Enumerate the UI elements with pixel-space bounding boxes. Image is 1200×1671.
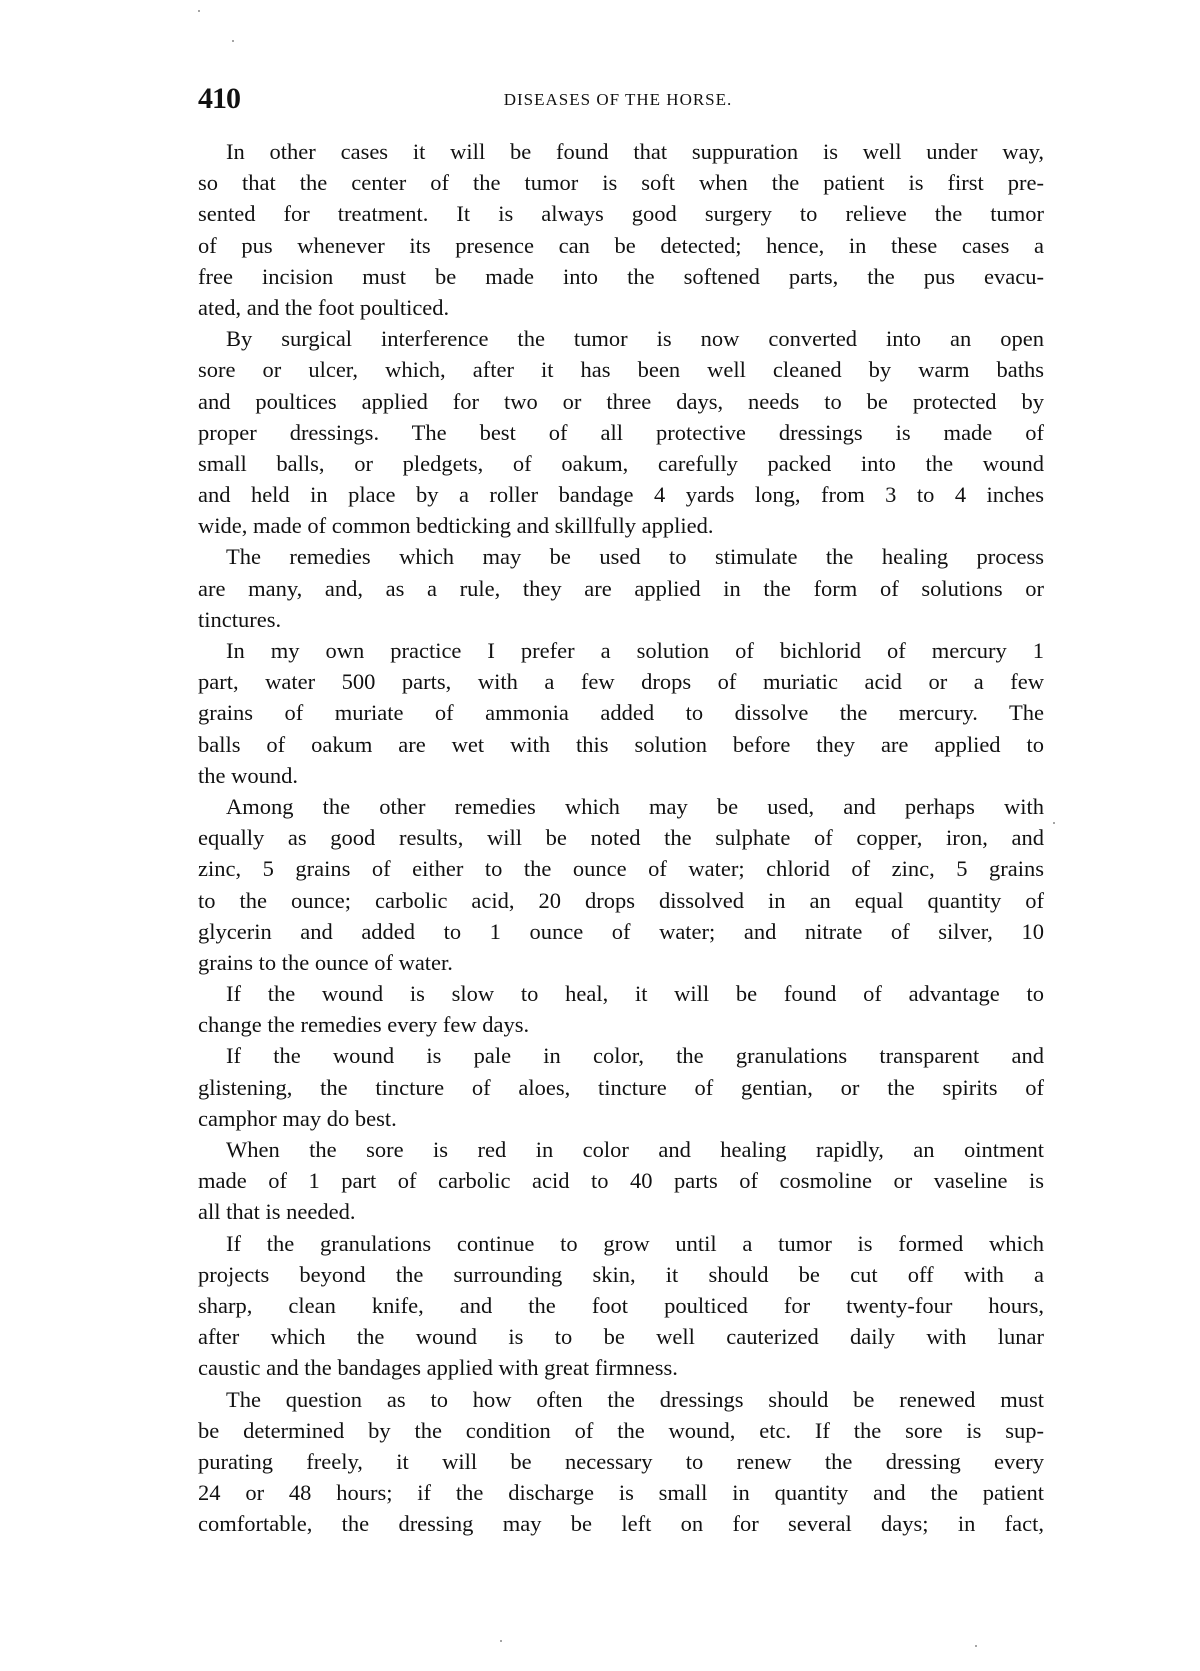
text-line: By surgical interference the tumor is now converted into an open bbox=[226, 326, 1044, 352]
text-line: purating freely, it will be necessary to renew the dressing every bbox=[198, 1448, 1044, 1474]
text-line: comfortable, the dressing may be left on for several days; in fact, bbox=[198, 1511, 1044, 1537]
text-line: sharp, clean knife, and the foot poulticed for twenty-four hours, bbox=[198, 1292, 1044, 1318]
text-line: of pus whenever its presence can be detected; hence, in these cases a bbox=[198, 232, 1044, 258]
text-line: tinctures. bbox=[198, 606, 282, 632]
text-line: after which the wound is to be well cauterized daily with lunar bbox=[198, 1324, 1044, 1350]
paragraph-slow-to-heal bbox=[198, 978, 1044, 1040]
paragraph-granulations bbox=[198, 1228, 1044, 1384]
text-line: In other cases it will be found that suppuration is well under way, bbox=[226, 139, 1044, 164]
text-line: and held in place by a roller bandage 4 yards long, from 3 to 4 inches bbox=[198, 482, 1044, 508]
text-line: sore or ulcer, which, after it has been well cleaned by warm baths bbox=[198, 357, 1044, 383]
text-line: part, water 500 parts, with a few drops of muriatic acid or a few bbox=[198, 669, 1044, 695]
text-line: If the granulations continue to grow until a tumor is formed which bbox=[226, 1230, 1044, 1256]
paragraph-own-practice bbox=[198, 635, 1044, 791]
paragraph-surgical-interference bbox=[198, 323, 1044, 541]
text-line: grains of muriate of ammonia added to dissolve the mercury. The bbox=[198, 700, 1044, 726]
text-line: to the ounce; carbolic acid, 20 drops dissolved in an equal quantity of bbox=[198, 887, 1044, 913]
text-line: glycerin and added to 1 ounce of water; and nitrate of silver, 10 bbox=[198, 918, 1044, 944]
text-line: When the sore is red in color and healing rapidly, an ointment bbox=[226, 1137, 1044, 1162]
text-line: The remedies which may be used to stimulate the healing process bbox=[226, 544, 1044, 570]
text-line: balls of oakum are wet with this solution before they are applied to bbox=[198, 731, 1044, 757]
text-line: The question as to how often the dressings should be renewed must bbox=[226, 1386, 1044, 1412]
running-title: DISEASES OF THE HORSE. bbox=[503, 90, 733, 109]
text-line: In my own practice I prefer a solution of bichlorid of mercury 1 bbox=[226, 638, 1044, 663]
paragraph-dressing-renewal bbox=[198, 1384, 1044, 1540]
text-line: glistening, the tincture of aloes, tincture of gentian, or the spirits of bbox=[198, 1074, 1044, 1100]
text-line: change the remedies every few days. bbox=[198, 1012, 530, 1038]
text-line: the wound. bbox=[198, 762, 298, 788]
text-line: projects beyond the surrounding skin, it should be cut off with a bbox=[198, 1261, 1044, 1287]
text-line: made of 1 part of carbolic acid to 40 parts of cosmoline or vaseline is bbox=[198, 1168, 1044, 1194]
scan-speck bbox=[232, 40, 234, 42]
text-line: 24 or 48 hours; if the discharge is small in quantity and the patient bbox=[198, 1480, 1044, 1506]
text-line: so that the center of the tumor is soft when the patient is first pre- bbox=[198, 170, 1044, 196]
scan-speck bbox=[500, 1640, 502, 1642]
text-line: are many, and, as a rule, they are applied in the form of solutions or bbox=[198, 575, 1044, 601]
text-line: equally as good results, will be noted the sulphate of copper, iron, and bbox=[198, 825, 1044, 851]
text-line: zinc, 5 grains of either to the ounce of water; chlorid of zinc, 5 grains bbox=[198, 856, 1044, 882]
scan-speck bbox=[1053, 822, 1055, 824]
text-line: small balls, or pledgets, of oakum, carefully packed into the wound bbox=[198, 450, 1044, 476]
text-line: grains to the ounce of water. bbox=[198, 949, 453, 975]
page-header bbox=[198, 82, 1038, 122]
paragraph-other-remedies bbox=[198, 791, 1044, 978]
scan-speck bbox=[975, 1645, 977, 1647]
scan-speck bbox=[198, 10, 200, 12]
paragraph-red-sore bbox=[198, 1134, 1044, 1228]
text-line: proper dressings. The best of all protective dressings is made of bbox=[198, 419, 1044, 445]
text-line: be determined by the condition of the wound, etc. If the sore is sup- bbox=[198, 1417, 1044, 1443]
paragraph-suppuration bbox=[198, 136, 1044, 323]
text-line: wide, made of common bedticking and skillfully applied. bbox=[198, 513, 714, 539]
text-line: If the wound is slow to heal, it will be found of advantage to bbox=[226, 981, 1044, 1007]
text-line: sented for treatment. It is always good surgery to relieve the tumor bbox=[198, 201, 1044, 227]
text-line: caustic and the bandages applied with great firmness. bbox=[198, 1355, 678, 1381]
body-text bbox=[198, 136, 1044, 1539]
text-line: all that is needed. bbox=[198, 1199, 356, 1225]
paragraph-pale-wound bbox=[198, 1040, 1044, 1134]
text-line: Among the other remedies which may be used, and perhaps with bbox=[226, 793, 1044, 819]
text-line: and poultices applied for two or three days, needs to be protected by bbox=[198, 388, 1044, 414]
text-line: free incision must be made into the softened parts, the pus evacu- bbox=[198, 263, 1044, 289]
text-line: ated, and the foot poulticed. bbox=[198, 294, 450, 320]
page-number: 410 bbox=[198, 82, 240, 115]
paragraph-remedies bbox=[198, 541, 1044, 635]
text-line: camphor may do best. bbox=[198, 1105, 397, 1131]
text-line: If the wound is pale in color, the granulations transparent and bbox=[226, 1043, 1044, 1069]
